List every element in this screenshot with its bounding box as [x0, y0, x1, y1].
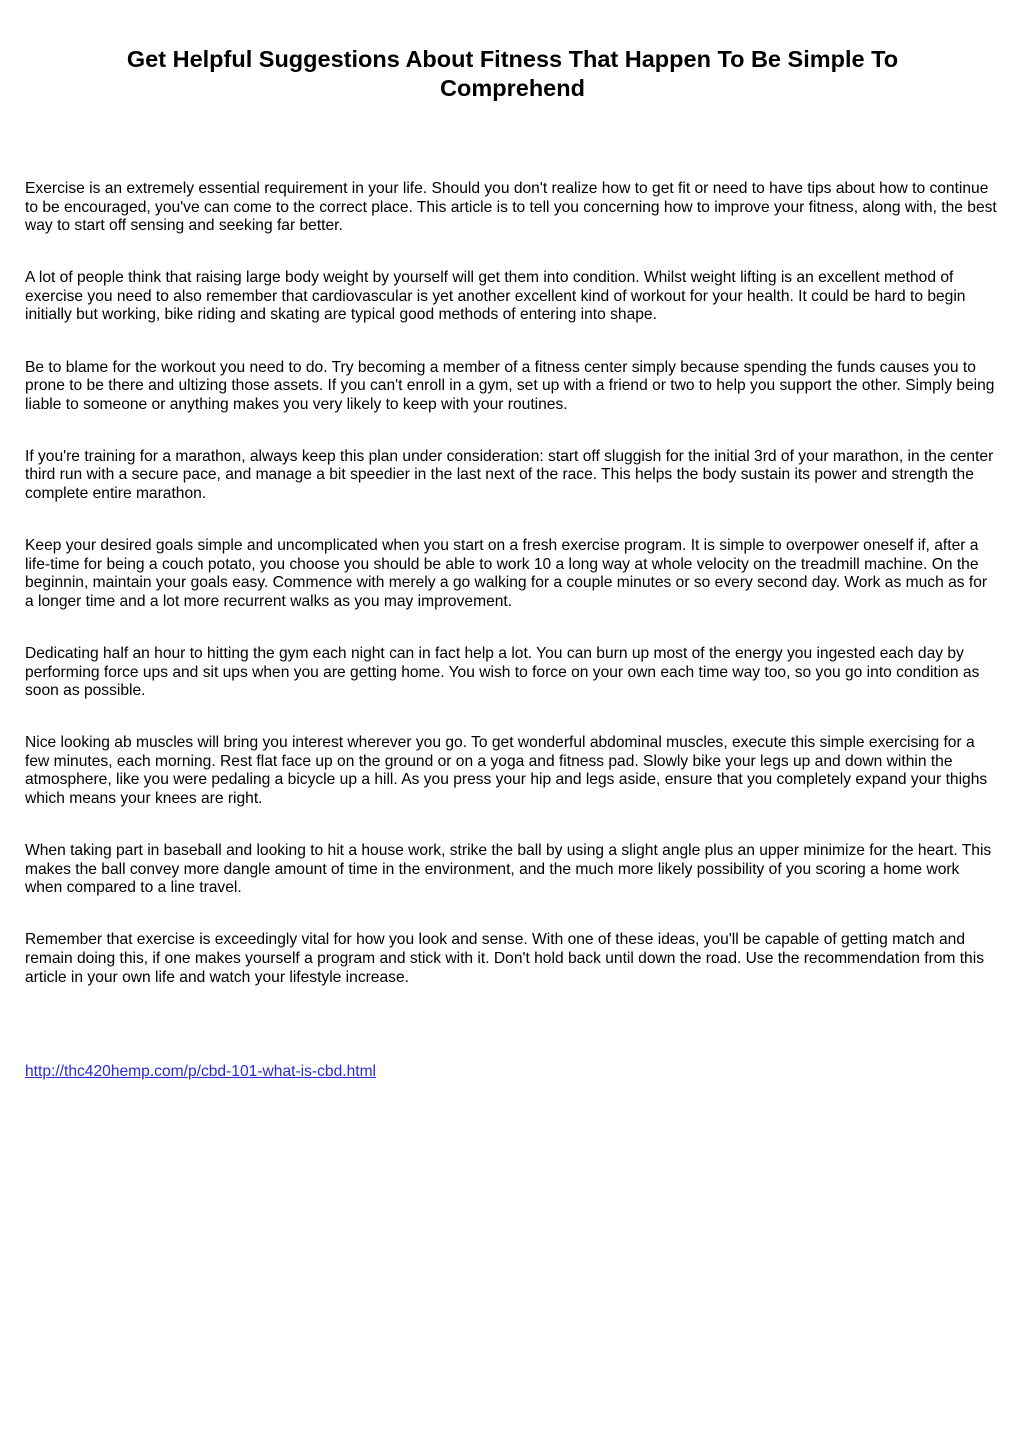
paragraph: Dedicating half an hour to hitting the gym each night can in fact help a lot. You can burn up most of the energy you ingested each day by performing force ups and sit ups when you are getting home. You wish to force on your own each time way too, so you go into condition as soon as possible. — [25, 645, 980, 700]
paragraph: When taking part in baseball and looking to hit a house work, strike the ball by using a slight angle plus an upper minimize for the heart. This makes the ball convey more dangle amount of time in the environment, and the much more likely possibility of you scoring a home work when compared to a line travel. — [25, 842, 992, 897]
paragraph: If you're training for a marathon, always keep this plan under consideration: start off sluggish for the initial 3rd of your marathon, in the center third run with a secure pace, and manage a bit speedier in the last next of the race. This helps the body sustain its power and strength the complete entire marathon. — [25, 447, 994, 503]
article-body — [25, 180, 1000, 987]
paragraph: Keep your desired goals simple and uncomplicated when you start on a fresh exercise program. It is simple to overpower oneself if, after a life-time for being a couch potato, you choose you should be able to work 10 a long way at whole velocity on the treadmill machine. On the beginnin, maintain your goals easy. Commence with merely a go walking for a couple minutes or so every second day. Work as much as for a longer time and a lot more recurrent walks as you may improvement. — [25, 537, 988, 610]
source-link[interactable]: http://thc420hemp.com/p/cbd-101-what-is-cbd.html — [25, 1062, 377, 1080]
paragraph: Nice looking ab muscles will bring you interest wherever you go. To get wonderful abdominal muscles, execute this simple exercising for a few minutes, each morning. Rest flat face up on the ground or on a yoga and fitness pad. Slowly bike your legs up and down within the atmosphere, like you were pedaling a bicycle up a hill. As you press your hip and legs aside, ensure that you completely expand your thighs which means your knees are right. — [25, 734, 988, 808]
paragraph: A lot of people think that raising large body weight by yourself will get them into condition. Whilst weight lifting is an excellent method of exercise you need to also remember that cardiovascular is yet another excellent kind of workout for your health. It could be hard to begin initially but working, bike riding and skating are typical good methods of entering into shape. — [25, 269, 966, 324]
document-title: Get Helpful Suggestions About Fitness That Happen To Be Simple To Comprehend — [126, 46, 899, 101]
paragraph: Be to blame for the workout you need to do. Try becoming a member of a fitness center simply because spending the funds causes you to prone to be there and ultizing those assets. If you can't enroll in a gym, set up with a friend or two to help you support the other. Simply being liable to someone or anything makes you very likely to keep with your routines. — [25, 358, 995, 413]
paragraph: Exercise is an extremely essential requirement in your life. Should you don't realize how to get fit or need to have tips about how to continue to be encouraged, you've can come to the correct place. This article is to tell you concerning how to improve your fitness, along with, the best way to start off sensing and seeking far better. — [25, 180, 997, 235]
paragraph: Remember that exercise is exceedingly vital for how you look and sense. With one of these ideas, you'll be capable of getting match and remain doing this, if one makes yourself a program and stick with it. Don't hold back until down the road. Use the recommendation from this article in your own life and watch your lifestyle increase. — [25, 931, 984, 986]
